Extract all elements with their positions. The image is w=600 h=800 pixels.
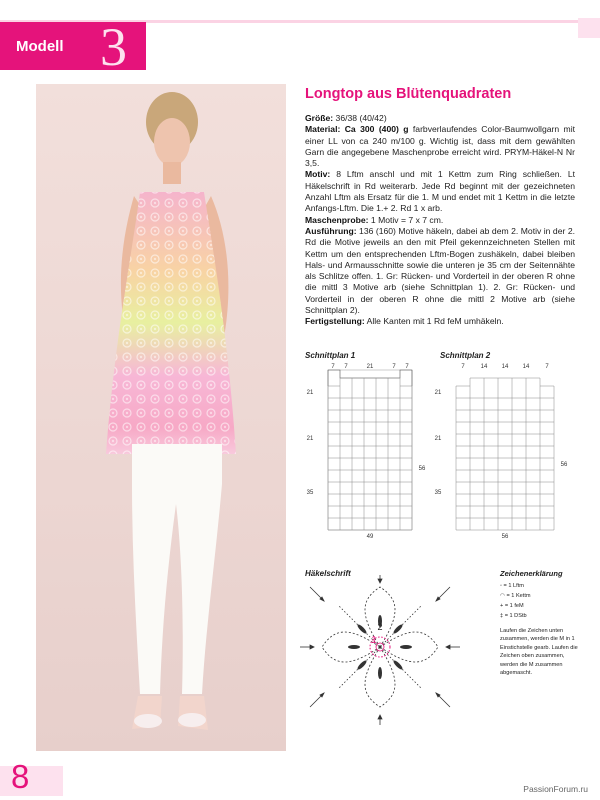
legend-item: + = 1 feM: [500, 603, 524, 609]
sp2-top-dim: 14: [480, 364, 488, 370]
crochet-chart: [300, 575, 490, 735]
article-title: Longtop aus Blütenquadraten: [305, 86, 512, 102]
sp1-left-dim: 35: [306, 490, 314, 496]
legend-item: ◦ = 1 Lftm: [500, 583, 524, 589]
haekelschrift-title: Häkelschrift: [305, 569, 351, 578]
sp2-top-dim: 14: [501, 364, 509, 370]
legend-item: ◠ = 1 Kettm: [500, 593, 531, 599]
sp2-bottom-dim: 56: [501, 534, 509, 540]
sp1-right-dim: 56: [418, 466, 426, 472]
schnittplan-1-diagram: [300, 360, 430, 540]
schnittplan-2-diagram: [428, 360, 588, 540]
sp2-left-dim: 21: [434, 390, 442, 396]
page-number: 8: [11, 758, 30, 795]
legend: [500, 569, 580, 677]
top-bar: [0, 0, 600, 17]
paragraph-maschenprobe: Maschenprobe: 1 Motiv = 7 x 7 cm.: [305, 214, 444, 225]
schnittplan-1-title: Schnittplan 1: [305, 351, 356, 360]
model-label: Modell: [16, 38, 64, 55]
sp2-top-dim: 7: [461, 364, 465, 370]
sp1-left-dim: 21: [306, 436, 314, 442]
sp1-left-dim: 21: [306, 390, 314, 396]
paragraph-size: Größe: 36/38 (40/42): [305, 113, 387, 123]
instructions-text: [305, 113, 575, 328]
paragraph-ausfuehrung: Ausführung: 136 (160) Motive häkeln, dabei ab dem 2. Motiv in der 2. Rd die Motive jeweils an den mit Pfeil gekennzeichneten Stellen mit Kettm um den entsprechenden Lftm-Bogen zushäkeln, dabei bleiben Hals- und Armausschnitte sowie die unteren je 35 cm der Seitennähte als Schlitze offen. 1. Gr: Rücken- und Vorderteil in der oberen R ohne die mittl 3 Motive arb (siehe Schnittplan 1). 2. Gr: Rücken- und Vorderteil in der oberen R ohne die mittl 2 Motive arb (siehe Schnittplan 2).: [305, 225, 575, 316]
sp2-right-dim: 56: [560, 462, 568, 468]
legend-item: ‡ = 1 DStb: [500, 613, 527, 619]
sp1-top-dim: 7: [392, 364, 396, 370]
paragraph-material: Material: Ca 300 (400) g farbverlaufendes Color-Baumwollgarn mit einer LL von ca 240 m/100 g. Wichtig ist, dass mit dem gewählten Garn die angegebene Maschenprobe erreicht wird. PRYM-Häkel-N Nr 3,5.: [305, 124, 575, 169]
sp1-top-dim: 7: [331, 364, 335, 370]
schnittplan-2-title: Schnittplan 2: [440, 351, 491, 360]
paragraph-motiv: Motiv: 8 Lftm anschl und mit 1 Kettm zum Ring schließen. Lt Häkelschrift in Rd weiterarb. Jede Rd beginnt mit der gezeichneten Anzahl Lftm als Ersatz für die 1. M und endet mit 1 Kettm in die letzte Anfangs-Lftm. Die 1.+ 2. Rd 1 x arb.: [305, 169, 575, 214]
paragraph-fertigstellung: Fertigstellung: Alle Kanten mit 1 Rd feM umhäkeln.: [305, 316, 504, 327]
watermark: PassionForum.ru: [523, 784, 588, 794]
sp1-top-dim: 7: [344, 364, 348, 370]
sp2-top-dim: 7: [545, 364, 549, 370]
sp2-left-dim: 21: [434, 436, 442, 442]
sp2-left-dim: 35: [434, 490, 442, 496]
sp2-top-dim: 14: [522, 364, 530, 370]
corner-decoration: [578, 18, 600, 38]
legend-title: Zeichenerklärung: [500, 569, 563, 578]
model-header: [0, 17, 146, 77]
footer-box: [0, 766, 63, 796]
round-label: 1: [371, 635, 377, 646]
sp1-top-dim: 21: [366, 364, 374, 370]
sp1-top-dim: 7: [405, 364, 409, 370]
model-photo: [36, 84, 286, 751]
sp1-bottom-dim: 49: [366, 534, 374, 540]
legend-note: Laufen die Zeichen unten zusammen, werden die M in 1 Einstichstelle gearb. Laufen die Zeichen oben zusammen, werden die M zusammen abgemascht.: [500, 628, 578, 677]
round-label: 2: [377, 622, 383, 632]
model-number: 3: [100, 17, 127, 77]
